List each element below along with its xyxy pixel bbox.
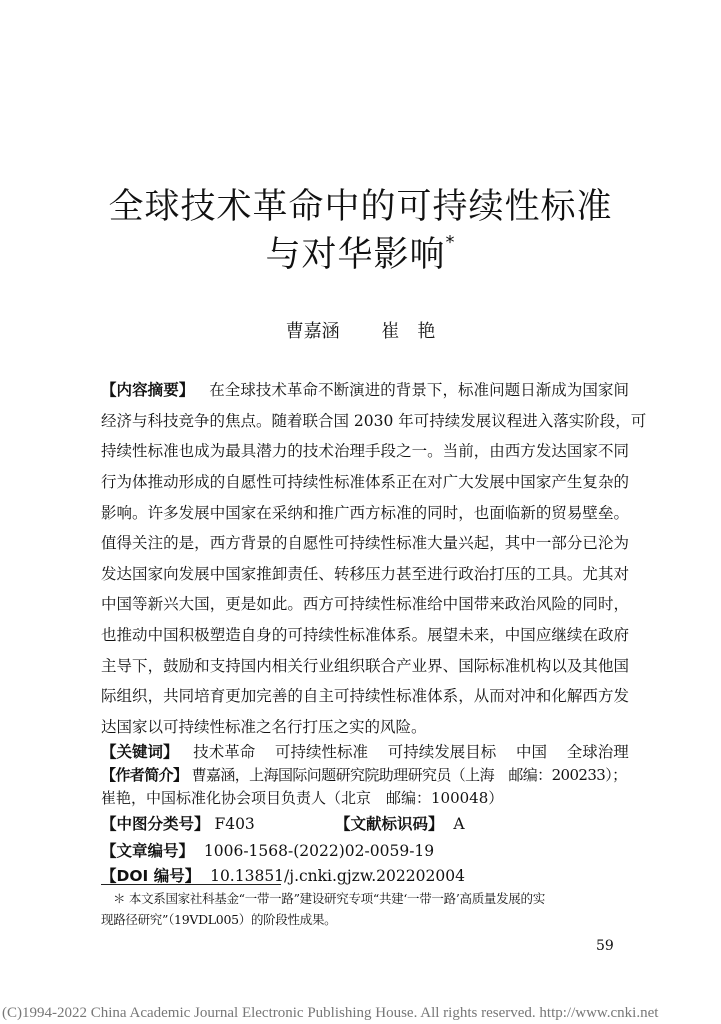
article-number-value: 1006-1568-(2022)02-0059-19: [203, 842, 435, 860]
title-line-2: [0, 232, 721, 275]
keywords-label: 【关键词】: [101, 743, 179, 761]
abstract-line: 中国等新兴大国，更是如此。西方可持续性标准给中国带来政治风险的同时，: [101, 595, 629, 613]
doi: [101, 866, 465, 886]
abstract-line: 际组织，共同培育更加完善的自主可持续性标准体系，从而对冲和化解西方发: [101, 687, 629, 705]
copyright-notice: (C)1994-2022 China Academic Journal Electronic Publishing House. All rights reserved. http://www.cnki.net: [2, 1005, 659, 1021]
abstract-text: 在全球技术革命不断演进的背景下，标准问题日渐成为国家间: [209, 381, 629, 399]
keyword: 技术革命: [193, 743, 256, 761]
doi-value: 10.13851/j.cnki.gjzw.202202004: [210, 867, 465, 885]
abstract-line: 值得关注的是，西方背景的自愿性可持续性标准大量兴起，其中一部分已沦为: [101, 534, 629, 552]
footnote-line-2: 现路径研究”（19VDL005）的阶段性成果。: [101, 912, 337, 927]
author-intro-line-1: 曹嘉涵，上海国际问题研究院助理研究员（上海 邮编：200233）；: [191, 766, 627, 784]
abstract-line: 主导下，鼓励和支持国内相关行业组织联合产业界、国际标准机构以及其他国: [101, 657, 629, 675]
doc-code-label: 【文献标识码】: [335, 815, 444, 833]
article-number-label: 【文章编号】: [101, 842, 195, 860]
doc-code-value: A: [453, 815, 465, 833]
keyword: 中国: [516, 743, 548, 761]
abstract-line: 发达国家向发展中国家推卸责任、转移压力甚至进行政治打压的工具。尤其对: [101, 565, 629, 583]
author-intro: [101, 765, 627, 785]
doc-code: [335, 814, 465, 834]
abstract-line: 影响。许多发展中国家在采纳和推广西方标准的同时，也面临新的贸易壁垒。: [101, 504, 629, 522]
footnote-divider: [101, 884, 281, 885]
abstract-line: 经济与科技竞争的焦点。随着联合国 2030 年可持续发展议程进入落实阶段，可: [101, 412, 647, 430]
article-number: [101, 841, 434, 861]
clc-value: F403: [214, 815, 255, 833]
abstract-line: [101, 380, 629, 400]
title-line-1: 全球技术革命中的可持续性标准: [108, 187, 613, 227]
keywords: [101, 742, 629, 762]
title-footnote-mark[interactable]: *: [445, 232, 456, 253]
doi-label: 【DOI 编号】: [101, 867, 201, 885]
keyword: 可持续性标准: [275, 743, 369, 761]
keyword: 全球治理: [566, 743, 629, 761]
page-number: 59: [596, 938, 614, 954]
author-intro-label: 【作者简介】: [101, 766, 188, 784]
abstract-line: 达国家以可持续性标准之名行打压之实的风险。: [101, 718, 427, 736]
clc: [101, 814, 255, 834]
footnote-line-1: ＊ 本文系国家社科基金“一带一路”建设研究专项“共建‘一带一路’高质量发展的实: [113, 891, 545, 906]
author-1: 曹嘉涵: [285, 321, 340, 342]
abstract-line: 行为体推动形成的自愿性可持续性标准体系正在对广大发展中国家产生复杂的: [101, 473, 629, 491]
author-intro-line-2: 崔艳，中国标准化协会项目负责人（北京 邮编：100048）: [101, 789, 504, 807]
authors: [0, 321, 721, 343]
abstract-line: 也推动中国积极塑造自身的可持续性标准体系。展望未来，中国应继续在政府: [101, 626, 629, 644]
author-2: 崔 艳: [381, 321, 436, 342]
clc-label: 【中图分类号】: [101, 815, 210, 833]
title-line-2-text: 与对华影响: [265, 235, 446, 275]
abstract-label: 【内容摘要】: [101, 381, 195, 399]
keyword: 可持续发展目标: [387, 743, 497, 761]
abstract-line: 持续性标准也成为最具潜力的技术治理手段之一。当前，由西方发达国家不同: [101, 442, 629, 460]
